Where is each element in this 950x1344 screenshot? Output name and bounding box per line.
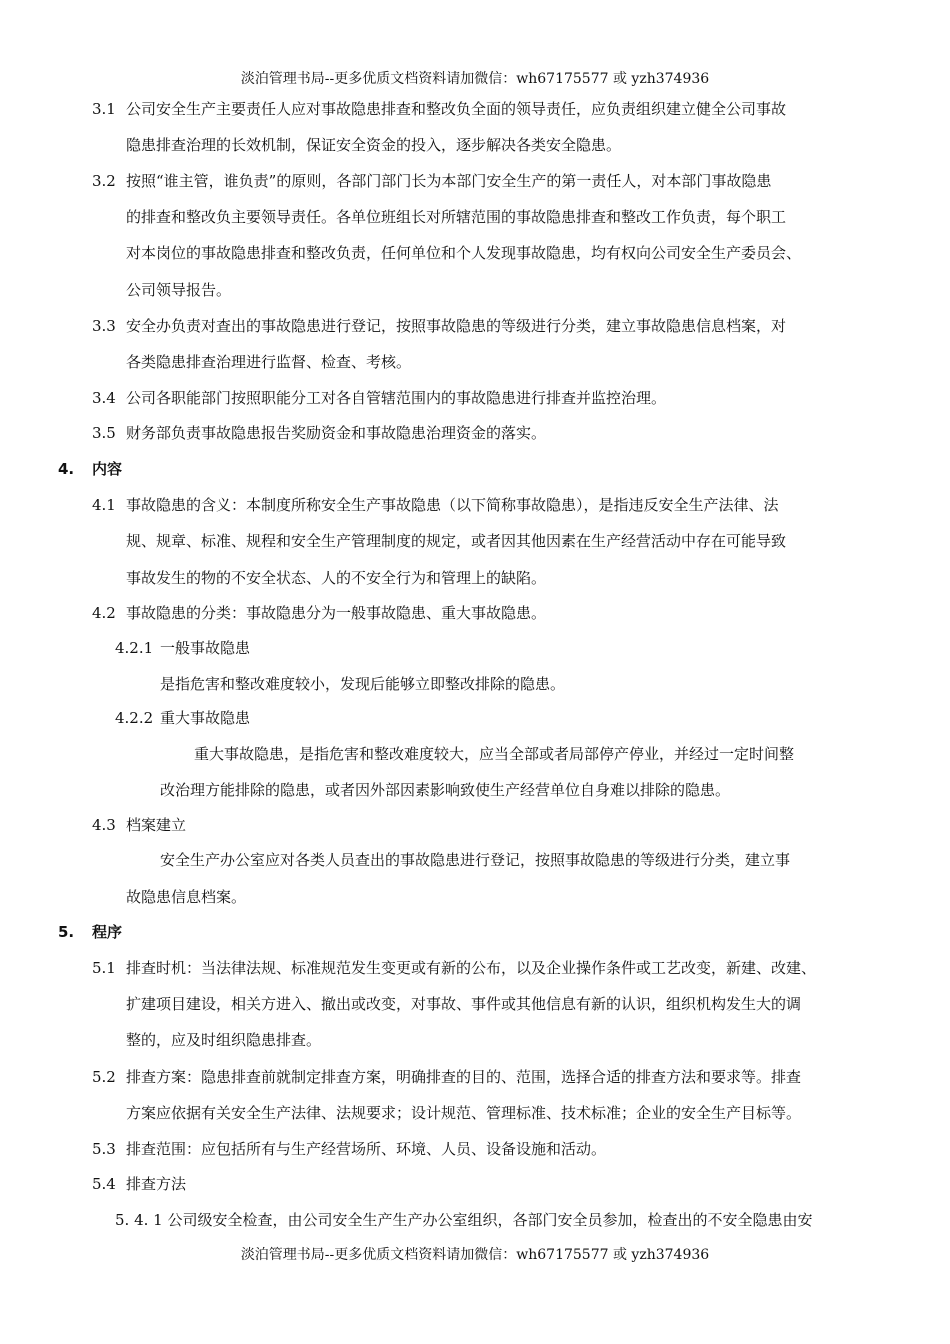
item-number: 5.1: [92, 959, 116, 977]
paragraph-line: 公司各职能部门按照职能分工对各自管辖范围内的事故隐患进行排查并监控治理。: [126, 389, 667, 407]
page-footer: 淡泊管理书局--更多优质文档资料请加微信：wh67175577 或 yzh374936: [240, 1247, 710, 1263]
item-number: 4.2: [92, 604, 116, 622]
paragraph-line: 的排查和整改负主要领导责任。各单位班组长对所辖范围的事故隐患排查和整改工作负责，每个职工: [126, 208, 787, 226]
section-number: 5.: [58, 923, 75, 941]
paragraph-line: 安全办负责对查出的事故隐患进行登记，按照事故隐患的等级进行分类，建立事故隐患信息档案，对: [126, 317, 787, 335]
section-heading-4: [58, 451, 122, 488]
paragraph-line: 方案应依据有关安全生产法律、法规要求；设计规范、管理标准、技术标准；企业的安全生产目标等。: [126, 1104, 802, 1122]
item-number: 3.5: [92, 424, 116, 442]
paragraph-line: 事故发生的物的不安全状态、人的不安全行为和管理上的缺陷。: [126, 569, 547, 587]
paragraph-line: 隐患排查治理的长效机制，保证安全资金的投入，逐步解决各类安全隐患。: [126, 136, 622, 154]
item-number: 5.4: [92, 1175, 116, 1193]
item-number: 4.2.1: [115, 639, 154, 657]
paragraph-line: 5. 4. 1 公司级安全检查，由公司安全生产生产办公室组织，各部门安全员参加，检查出的不安全隐患由安: [115, 1211, 813, 1229]
paragraph-line: 扩建项目建设，相关方进入、撤出或改变，对事故、事件或其他信息有新的认识，组织机构发生大的调: [126, 995, 802, 1013]
sub-item-title: 重大事故隐患: [160, 709, 251, 727]
sub-item-title: 一般事故隐患: [160, 639, 251, 657]
paragraph-line: 改治理方能排除的隐患，或者因外部因素影响致使生产经营单位自身难以排除的隐患。: [160, 781, 731, 799]
item-number: 5.3: [92, 1140, 116, 1158]
paragraph-line: 排查方案：隐患排查前就制定排查方案，明确排查的目的、范围，选择合适的排查方法和要求等。排查: [126, 1068, 802, 1086]
item-number: 3.4: [92, 389, 116, 407]
paragraph-line: 整的，应及时组织隐患排查。: [126, 1031, 322, 1049]
paragraph-line: 公司安全生产主要责任人应对事故隐患排查和整改负全面的领导责任，应负责组织建立健全公司事故: [126, 100, 787, 118]
item-number: 4.1: [92, 496, 116, 514]
paragraph-line: 按照“谁主管，谁负责”的原则，各部门部门长为本部门安全生产的第一责任人，对本部门事故隐患: [126, 172, 772, 190]
paragraph-line: 排查范围：应包括所有与生产经营场所、环境、人员、设备设施和活动。: [126, 1140, 607, 1158]
paragraph-line: 规、规章、标准、规程和安全生产管理制度的规定，或者因其他因素在生产经营活动中存在可能导致: [126, 532, 787, 550]
item-number: 4.3: [92, 816, 116, 834]
item-number: 4.2.2: [115, 709, 154, 727]
paragraph-line: 排查时机：当法律法规、标准规范发生变更或有新的公布，以及企业操作条件或工艺改变，新建、改建、: [126, 959, 817, 977]
paragraph-line: 故隐患信息档案。: [126, 888, 247, 906]
section-title: 内容: [92, 460, 123, 478]
paragraph-line: 是指危害和整改难度较小，发现后能够立即整改排除的隐患。: [160, 675, 566, 693]
item-number: 3.2: [92, 172, 116, 190]
paragraph-line: 事故隐患的分类：事故隐患分为一般事故隐患、重大事故隐患。: [126, 604, 547, 622]
paragraph-line: 事故隐患的含义：本制度所称安全生产事故隐患（以下简称事故隐患），是指违反安全生产法律、法: [126, 496, 779, 514]
sub-item-title: 档案建立: [126, 816, 187, 834]
section-heading-5: [58, 914, 122, 951]
paragraph-line: 对本岗位的事故隐患排查和整改负责，任何单位和个人发现事故隐患，均有权向公司安全生产委员会、: [126, 244, 802, 262]
page-header: 淡泊管理书局--更多优质文档资料请加微信：wh67175577 或 yzh374936: [240, 71, 710, 87]
item-number: 3.3: [92, 317, 116, 335]
paragraph-line: 重大事故隐患，是指危害和整改难度较大，应当全部或者局部停产停业，并经过一定时间整: [194, 745, 795, 763]
paragraph-line: 排查方法: [126, 1175, 187, 1193]
section-number: 4.: [58, 460, 75, 478]
paragraph-line: 财务部负责事故隐患报告奖励资金和事故隐患治理资金的落实。: [126, 424, 547, 442]
item-number: 3.1: [92, 100, 116, 118]
item-number: 5.2: [92, 1068, 116, 1086]
paragraph-line: 安全生产办公室应对各类人员查出的事故隐患进行登记，按照事故隐患的等级进行分类，建立事: [160, 851, 791, 869]
paragraph-line: 公司领导报告。: [126, 281, 232, 299]
section-title: 程序: [92, 923, 123, 941]
paragraph-line: 各类隐患排查治理进行监督、检查、考核。: [126, 353, 412, 371]
